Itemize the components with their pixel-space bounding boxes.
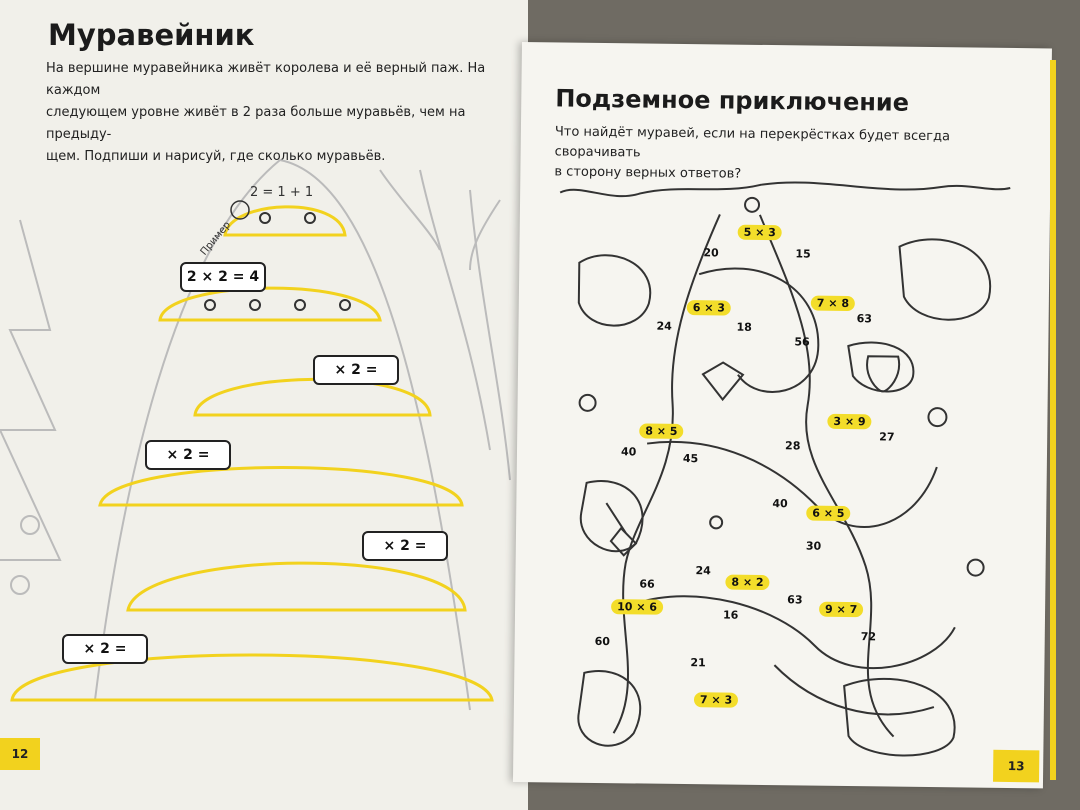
example-label: Пример	[198, 219, 234, 258]
left-page-title: Муравейник	[48, 18, 255, 52]
example-equation: 2 = 1 + 1	[250, 185, 314, 200]
left-page	[0, 0, 528, 810]
maze-pill: 8 × 5	[639, 423, 683, 439]
example-box: 2 × 2 = 4	[180, 262, 266, 292]
maze-number: 28	[785, 439, 801, 453]
maze-pill: 7 × 8	[811, 296, 855, 312]
maze-pill: 5 × 3	[738, 225, 782, 241]
level-box-2[interactable]: × 2 =	[145, 440, 231, 470]
maze-number: 72	[860, 630, 877, 644]
instruction-line: Что найдёт муравей, если на перекрёстках будет всегда сворачивать	[554, 124, 951, 161]
right-page-title: Подземное приключение	[555, 84, 910, 117]
maze-pill: 6 × 5	[806, 506, 850, 522]
maze-number: 40	[772, 497, 788, 511]
instruction-line: следующем уровне живёт в 2 раза больше муравьёв, чем на предыду-	[46, 105, 466, 142]
maze-number: 45	[682, 451, 699, 466]
maze-number: 24	[695, 564, 711, 578]
instruction-line: в сторону верных ответов?	[554, 164, 742, 182]
maze-number: 15	[795, 247, 811, 261]
maze-number: 66	[639, 577, 655, 591]
maze-number: 60	[594, 634, 611, 649]
maze-pill: 6 × 3	[687, 300, 731, 316]
maze-number: 21	[690, 656, 706, 670]
right-page	[513, 42, 1052, 788]
right-page-yellow-edge	[1050, 60, 1056, 780]
maze-number: 56	[794, 335, 810, 349]
maze-number: 18	[736, 320, 752, 334]
instruction-line: щем. Подпиши и нарисуй, где сколько муравьёв.	[46, 149, 386, 164]
maze-number: 20	[703, 246, 719, 260]
right-page-number: 13	[993, 750, 1039, 783]
maze-number: 27	[879, 430, 895, 444]
left-page-number: 12	[0, 738, 40, 770]
maze-pill: 10 × 6	[611, 599, 663, 615]
maze-pill: 3 × 9	[827, 414, 871, 430]
maze-number: 16	[722, 608, 739, 622]
maze-number: 40	[620, 445, 637, 459]
maze-illustration	[513, 42, 1052, 788]
maze-pill: 7 × 3	[694, 692, 738, 708]
maze-pill: 8 × 2	[725, 575, 769, 591]
maze-number: 63	[856, 312, 873, 326]
maze-pill: 9 × 7	[819, 602, 863, 618]
anthill-illustration	[0, 0, 528, 810]
level-box-3[interactable]: × 2 =	[362, 531, 448, 561]
level-box-1[interactable]: × 2 =	[313, 355, 399, 385]
maze-number: 63	[787, 593, 803, 607]
maze-number: 24	[656, 319, 672, 333]
instruction-line: На вершине муравейника живёт королева и её верный паж. На каждом	[46, 61, 486, 98]
level-box-4[interactable]: × 2 =	[62, 634, 148, 664]
maze-number: 30	[805, 539, 822, 553]
